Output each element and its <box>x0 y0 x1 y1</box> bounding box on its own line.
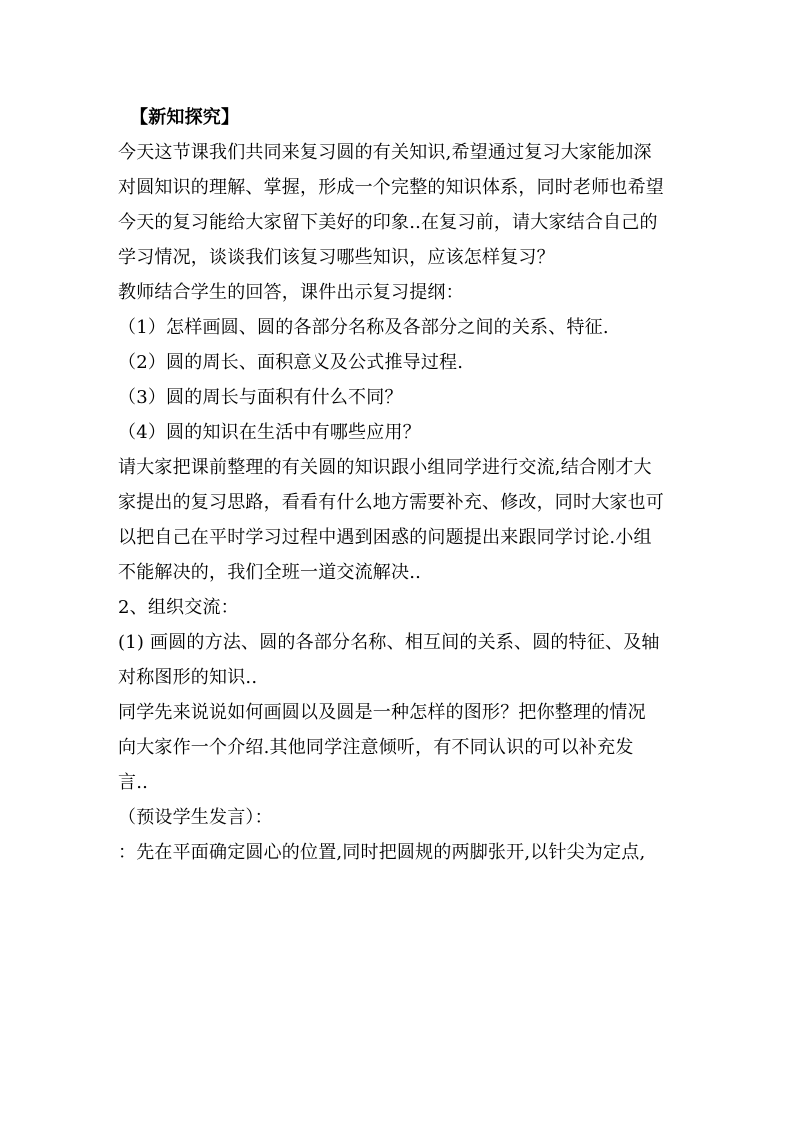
text-line: 向大家作一个介绍.其他同学注意倾听，有不同认识的可以补充发 <box>118 737 634 758</box>
outline-item-4: （4）圆的知识在生活中有哪些应用？ <box>118 422 421 443</box>
text-line: 同学先来说说如何画圆以及圆是一种怎样的图形？把你整理的情况 <box>118 702 646 723</box>
outline-item-1: （1）怎样画圆、圆的各部分名称及各部分之间的关系、特征. <box>118 317 609 338</box>
text-line: 教师结合学生的回答，课件出示复习提纲： <box>118 282 464 303</box>
text-line: 学习情况，谈谈我们该复习哪些知识，应该怎样复习？ <box>118 247 555 268</box>
text-line: (1) 画圆的方法、圆的各部分名称、相互间的关系、圆的特征、及轴 <box>118 632 660 653</box>
text-line: 以把自己在平时学习过程中遇到困惑的问题提出来跟同学讨论.小组 <box>118 527 652 548</box>
section-heading: 【新知探究】 <box>130 107 240 128</box>
outline-item-2: （2）圆的周长、面积意义及公式推导过程. <box>118 352 464 373</box>
text-line: 不能解决的，我们全班一道交流解决.. <box>118 562 422 583</box>
text-line: 家提出的复习思路，看看有什么地方需要补充、修改，同时大家也可 <box>118 492 664 513</box>
outline-item-3: （3）圆的周长与面积有什么不同？ <box>118 387 403 408</box>
text-line: 请大家把课前整理的有关圆的知识跟小组同学进行交流,结合刚才大 <box>118 457 652 478</box>
text-line: （预设学生发言）： <box>118 807 273 828</box>
text-line: 今天这节课我们共同来复习圆的有关知识,希望通过复习大家能加深 <box>118 142 652 163</box>
text-line: ：先在平面确定圆心的位置,同时把圆规的两脚张开,以针尖为定点, <box>118 842 646 863</box>
text-line: 对称图形的知识.. <box>118 667 258 688</box>
subsection-heading: 2、组织交流： <box>118 597 239 618</box>
text-line: 言.. <box>118 772 149 793</box>
text-line: 今天的复习能给大家留下美好的印象..在复习前，请大家结合自己的 <box>118 212 658 233</box>
document-page <box>118 100 678 870</box>
text-line: 对圆知识的理解、掌握，形成一个完整的知识体系，同时老师也希望 <box>118 177 664 198</box>
